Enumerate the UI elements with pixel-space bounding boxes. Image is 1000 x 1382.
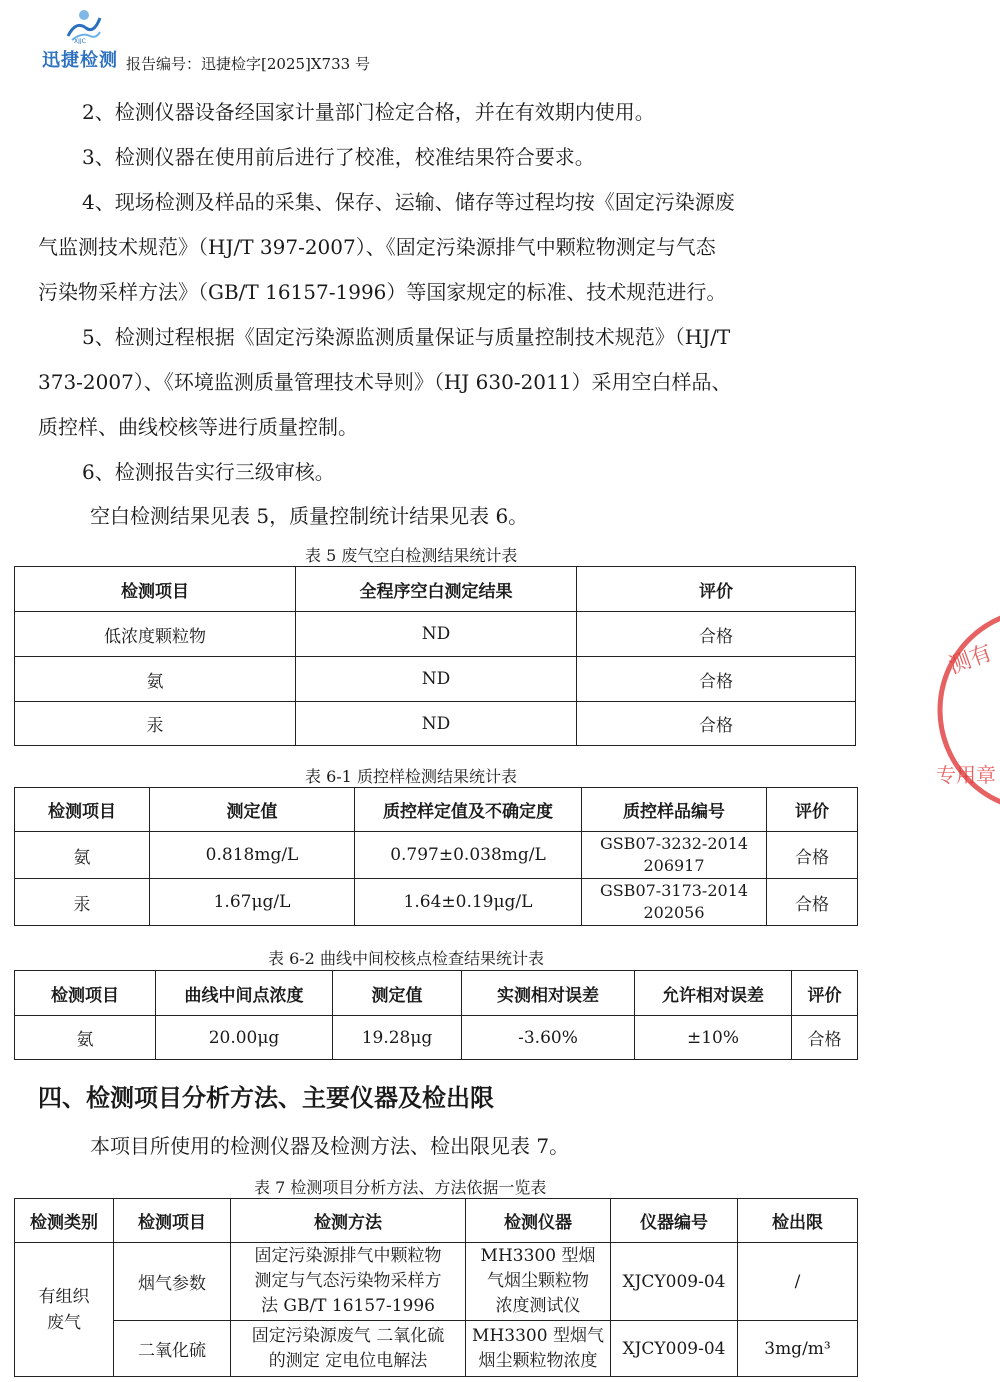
table-cell: 合格 [767, 879, 858, 926]
table-cell: XJCY009-04 [611, 1243, 738, 1321]
table-cell-method [231, 1243, 466, 1321]
table7-header: 检测项目 [114, 1199, 231, 1243]
sample-number: 206917 [643, 856, 705, 875]
table-cell: 0.797±0.038mg/L [355, 832, 582, 879]
table61-qc-results [14, 787, 858, 926]
method-line: 法 GB/T 16157-1996 [260, 1296, 436, 1316]
table-cell: 0.818mg/L [150, 832, 355, 879]
method-line: 固定污染源排气中颗粒物 [254, 1246, 442, 1266]
table-cell: 汞 [15, 702, 296, 746]
table-cell: ND [296, 657, 577, 702]
table5-header: 检测项目 [15, 567, 296, 612]
wave-logo-icon [64, 6, 104, 44]
instrument-line: 气烟尘颗粒物 [487, 1271, 589, 1291]
paragraph-item-3: 3、检测仪器在使用前后进行了校准，校准结果符合要求。 [82, 145, 595, 169]
sample-standard: GSB07-3173-2014 [599, 881, 749, 900]
table-row [15, 1321, 858, 1377]
table-cell: 合格 [792, 1016, 858, 1060]
table5-header: 评价 [577, 567, 856, 612]
table62-header: 实测相对误差 [462, 971, 635, 1016]
official-seal-stamp [930, 600, 1000, 820]
table-cell-instrument [466, 1321, 611, 1377]
report-number: 报告编号：迅捷检字[2025]X733 号 [126, 55, 370, 73]
table-cell: ±10% [635, 1016, 792, 1060]
category-line: 有组织 [38, 1286, 90, 1307]
sample-number: 202056 [643, 903, 705, 922]
table7-methods [14, 1198, 858, 1377]
paragraph-item-6: 6、检测报告实行三级审核。 [82, 460, 335, 484]
table5-header: 全程序空白测定结果 [296, 567, 577, 612]
paragraph-item-4-line3: 污染物采样方法》（GB/T 16157-1996）等国家规定的标准、技术规范进行。 [38, 280, 727, 304]
table-cell: 汞 [15, 879, 150, 926]
sample-standard: GSB07-3232-2014 [599, 834, 749, 853]
table-cell: 19.28μg [333, 1016, 462, 1060]
seal-text-top: 测有 [945, 640, 996, 680]
table-cell: ND [296, 702, 577, 746]
table-cell: 二氧化硫 [114, 1321, 231, 1377]
section-intro: 本项目所使用的检测仪器及检测方法、检出限见表 7。 [90, 1134, 570, 1158]
table-cell: 合格 [767, 832, 858, 879]
table-cell: 合格 [577, 702, 856, 746]
logo-sub-text: XJJC [74, 38, 86, 44]
table7-caption: 表 7 检测项目分析方法、方法依据一览表 [254, 1178, 547, 1197]
paragraph-item-5-line2: 373-2007）、《环境监测质量管理技术导则》（HJ 630-2011）采用空白样品、 [38, 370, 732, 394]
method-line: 固定污染源废气 二氧化硫 [251, 1325, 445, 1346]
table-cell: / [738, 1243, 858, 1321]
table-row [15, 657, 856, 702]
method-line: 测定与气态污染物采样方 [254, 1271, 442, 1291]
table-cell: 合格 [577, 612, 856, 657]
table7-header: 检出限 [738, 1199, 858, 1243]
instrument-line: MH3300 型烟 [480, 1246, 596, 1266]
table-cell: 低浓度颗粒物 [15, 612, 296, 657]
table-row [15, 832, 858, 879]
category-line: 废气 [47, 1312, 81, 1333]
table61-header: 评价 [767, 788, 858, 832]
table61-header: 检测项目 [15, 788, 150, 832]
section-heading: 四、检测项目分析方法、主要仪器及检出限 [38, 1084, 494, 1112]
table62-header: 评价 [792, 971, 858, 1016]
seal-icon [930, 600, 1000, 820]
table61-header: 质控样品编号 [582, 788, 767, 832]
table5-caption: 表 5 废气空白检测结果统计表 [305, 546, 518, 565]
table-row [15, 702, 856, 746]
instrument-line: 浓度测试仪 [495, 1296, 581, 1316]
table7-header: 检测仪器 [466, 1199, 611, 1243]
table-cell: 1.67μg/L [150, 879, 355, 926]
paragraph-item-4-line2: 气监测技术规范》（HJ/T 397-2007）、《固定污染源排气中颗粒物测定与气态 [38, 235, 716, 259]
paragraph-item-2: 2、检测仪器设备经国家计量部门检定合格，并在有效期内使用。 [82, 100, 655, 124]
method-line: 的测定 定电位电解法 [268, 1350, 428, 1371]
table-cell: 20.00μg [156, 1016, 333, 1060]
table-cell: 烟气参数 [114, 1243, 231, 1321]
table-cell: ND [296, 612, 577, 657]
table5-blank-results [14, 566, 856, 746]
table-cell: 3mg/m³ [738, 1321, 858, 1377]
paragraph-item-5-line1: 5、检测过程根据《固定污染源监测质量保证与质量控制技术规范》（HJ/T [82, 325, 731, 349]
table-cell: 氨 [15, 832, 150, 879]
instrument-line: 烟尘颗粒物浓度 [478, 1350, 598, 1371]
table-row [15, 1016, 858, 1060]
table-row [15, 879, 858, 926]
table62-header: 曲线中间点浓度 [156, 971, 333, 1016]
table61-header: 质控样定值及不确定度 [355, 788, 582, 832]
logo-text: 迅捷检测 [42, 50, 118, 71]
instrument-line: MH3300 型烟气 [472, 1325, 604, 1346]
table62-header: 检测项目 [15, 971, 156, 1016]
table62-curve-check [14, 970, 858, 1060]
table62-header: 允许相对误差 [635, 971, 792, 1016]
company-logo [42, 6, 124, 70]
table62-caption: 表 6-2 曲线中间校核点检查结果统计表 [268, 949, 544, 968]
paragraph-item-5-line3: 质控样、曲线校核等进行质量控制。 [38, 415, 358, 439]
paragraph-summary: 空白检测结果见表 5，质量控制统计结果见表 6。 [90, 504, 529, 528]
table61-caption: 表 6-1 质控样检测结果统计表 [305, 767, 517, 786]
table-cell-instrument [466, 1243, 611, 1321]
table-cell: 合格 [577, 657, 856, 702]
paragraph-item-4-line1: 4、现场检测及样品的采集、保存、运输、储存等过程均按《固定污染源废 [82, 190, 735, 214]
table-cell: XJCY009-04 [611, 1321, 738, 1377]
seal-text-bottom: 专用章 [936, 763, 996, 787]
table-cell-sample-code [582, 879, 767, 926]
table-row [15, 1243, 858, 1321]
table62-header: 测定值 [333, 971, 462, 1016]
table-cell-sample-code [582, 832, 767, 879]
table-cell: 氨 [15, 1016, 156, 1060]
table-cell: 1.64±0.19μg/L [355, 879, 582, 926]
table61-header: 测定值 [150, 788, 355, 832]
table-row [15, 612, 856, 657]
table-cell-method [231, 1321, 466, 1377]
table7-header: 仪器编号 [611, 1199, 738, 1243]
table7-header: 检测方法 [231, 1199, 466, 1243]
table-cell: 氨 [15, 657, 296, 702]
table-cell-category [15, 1243, 114, 1377]
table7-header: 检测类别 [15, 1199, 114, 1243]
table-cell: -3.60% [462, 1016, 635, 1060]
